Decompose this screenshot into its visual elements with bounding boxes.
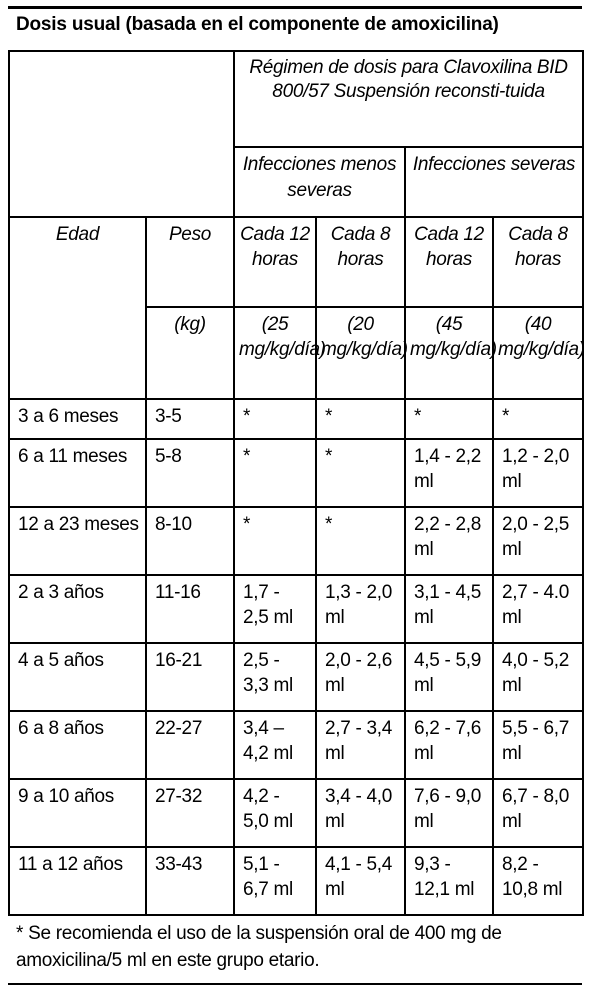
cell-q12-severe: 1,4 - 2,2 ml (405, 439, 493, 507)
cell-q8-severe: * (493, 399, 583, 439)
cell-weight: 33-43 (146, 847, 234, 915)
cell-q8-severe: 1,2 - 2,0 ml (493, 439, 583, 507)
cell-q12-severe: * (405, 399, 493, 439)
header-weight: Peso (146, 217, 234, 307)
top-rule (8, 6, 582, 9)
cell-q12-severe: 2,2 - 2,8 ml (405, 507, 493, 575)
cell-age: 9 a 10 años (9, 779, 146, 847)
cell-q12-severe: 9,3 - 12,1 ml (405, 847, 493, 915)
header-q8-less: Cada 8 horas (316, 217, 405, 307)
cell-age: 6 a 8 años (9, 711, 146, 779)
table-row (9, 507, 583, 575)
cell-weight: 27-32 (146, 779, 234, 847)
cell-age: 11 a 12 años (9, 847, 146, 915)
cell-q12-less: * (234, 507, 316, 575)
table-row (9, 399, 583, 439)
cell-q8-less: * (316, 399, 405, 439)
cell-q12-less: 4,2 - 5,0 ml (234, 779, 316, 847)
table-row (9, 779, 583, 847)
cell-age: 12 a 23 meses (9, 507, 146, 575)
table-row (9, 575, 583, 643)
unit-q12-severe: (45 mg/kg/día) (405, 307, 493, 399)
cell-q8-less: 2,7 - 3,4 ml (316, 711, 405, 779)
table-row (9, 711, 583, 779)
footnote: * Se recomienda el uso de la suspensión oral de 400 mg de amoxicilina/5 ml en este grupo etario. (16, 923, 502, 971)
header-regimen: Régimen de dosis para Clavoxilina BID 800/57 Suspensión reconsti-tuida (234, 51, 583, 147)
cell-q8-severe: 8,2 - 10,8 ml (493, 847, 583, 915)
cell-q8-severe: 4,0 - 5,2 ml (493, 643, 583, 711)
cell-weight: 16-21 (146, 643, 234, 711)
header-q12-severe: Cada 12 horas (405, 217, 493, 307)
cell-q8-less: * (316, 439, 405, 507)
cell-q12-less: * (234, 439, 316, 507)
cell-age: 6 a 11 meses (9, 439, 146, 507)
header-q8-severe: Cada 8 horas (493, 217, 583, 307)
cell-q12-less: 1,7 - 2,5 ml (234, 575, 316, 643)
cell-q12-severe: 7,6 - 9,0 ml (405, 779, 493, 847)
cell-q8-less: 4,1 - 5,4 ml (316, 847, 405, 915)
header-q12-less: Cada 12 horas (234, 217, 316, 307)
cell-q12-less: 5,1 - 6,7 ml (234, 847, 316, 915)
cell-weight: 22-27 (146, 711, 234, 779)
bottom-rule (8, 983, 582, 985)
cell-q8-less: * (316, 507, 405, 575)
page-title: Dosis usual (basada en el componente de amoxicilina) (16, 14, 499, 35)
cell-q8-less: 2,0 - 2,6 ml (316, 643, 405, 711)
cell-q12-less: 3,4 – 4,2 ml (234, 711, 316, 779)
cell-q12-less: * (234, 399, 316, 439)
unit-q8-less: (20 mg/kg/día) (316, 307, 405, 399)
unit-q8-severe: (40 mg/kg/día) (493, 307, 583, 399)
cell-q8-less: 1,3 - 2,0 ml (316, 575, 405, 643)
header-row-regimen (9, 51, 583, 147)
header-severe: Infecciones severas (405, 147, 583, 217)
cell-age: 3 a 6 meses (9, 399, 146, 439)
cell-q8-severe: 2,7 - 4.0 ml (493, 575, 583, 643)
table-row (9, 847, 583, 915)
cell-q12-severe: 4,5 - 5,9 ml (405, 643, 493, 711)
cell-weight: 8-10 (146, 507, 234, 575)
dosing-table (8, 50, 584, 916)
unit-weight: (kg) (146, 307, 234, 399)
table-row (9, 643, 583, 711)
cell-q12-less: 2,5 - 3,3 ml (234, 643, 316, 711)
cell-q12-severe: 6,2 - 7,6 ml (405, 711, 493, 779)
cell-weight: 3-5 (146, 399, 234, 439)
table-row (9, 439, 583, 507)
header-row-columns (9, 217, 583, 307)
cell-q8-severe: 6,7 - 8,0 ml (493, 779, 583, 847)
cell-weight: 11-16 (146, 575, 234, 643)
cell-weight: 5-8 (146, 439, 234, 507)
header-empty-cell (9, 51, 234, 217)
cell-q8-less: 3,4 - 4,0 ml (316, 779, 405, 847)
cell-age: 2 a 3 años (9, 575, 146, 643)
cell-age: 4 a 5 años (9, 643, 146, 711)
cell-q8-severe: 5,5 - 6,7 ml (493, 711, 583, 779)
unit-q12-less: (25 mg/kg/día) (234, 307, 316, 399)
header-age: Edad (9, 217, 146, 399)
header-less-severe: Infecciones menos severas (234, 147, 405, 217)
cell-q12-severe: 3,1 - 4,5 ml (405, 575, 493, 643)
cell-q8-severe: 2,0 - 2,5 ml (493, 507, 583, 575)
